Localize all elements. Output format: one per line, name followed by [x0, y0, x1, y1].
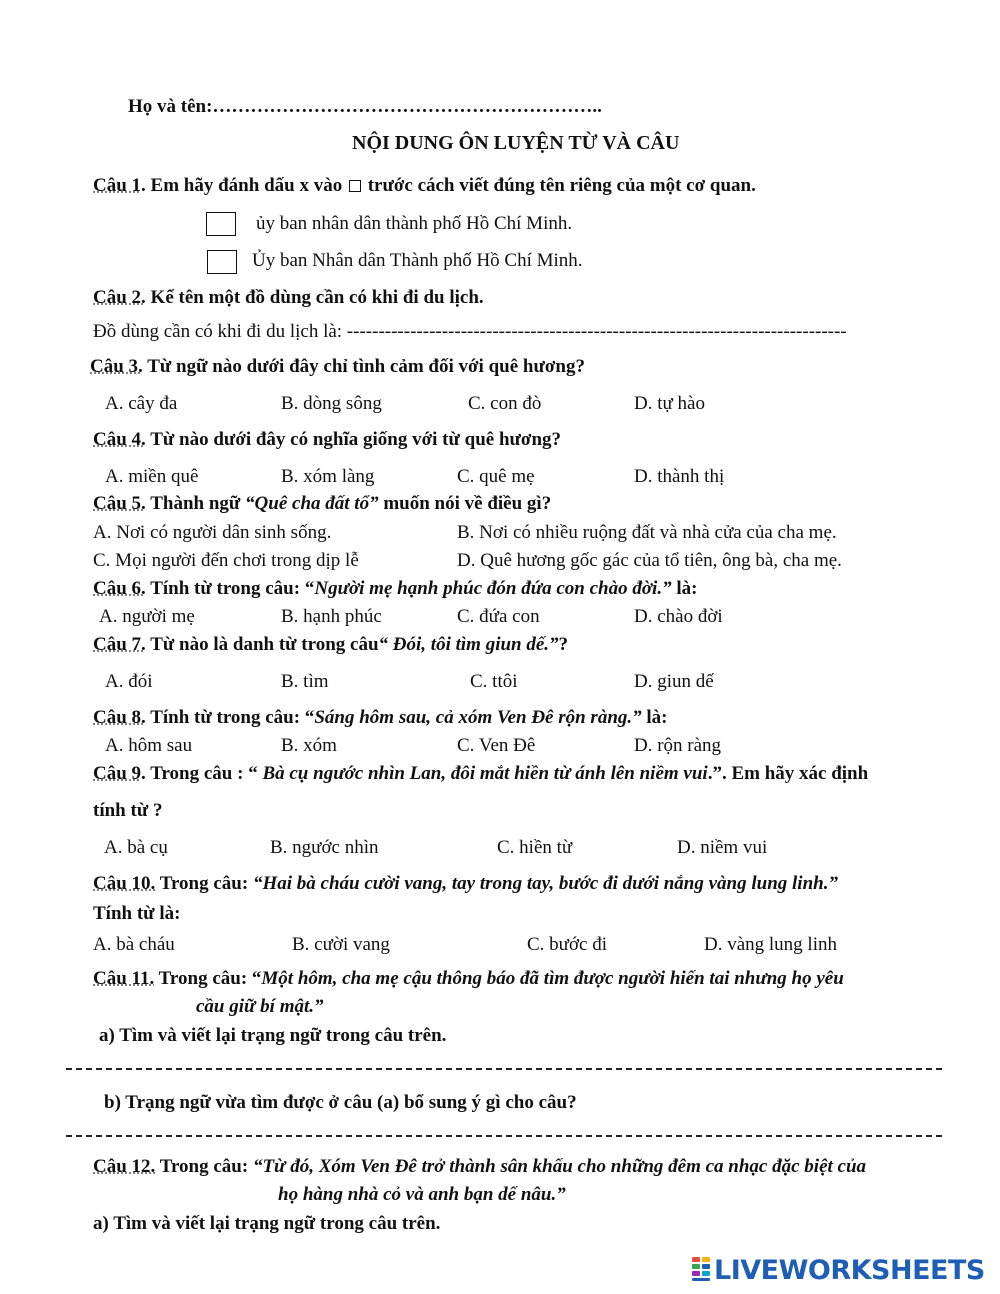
liveworksheets-logo-icon: [692, 1257, 712, 1283]
question-12-quote-line-2: họ hàng nhà cỏ và anh bạn dế nâu.”: [278, 1184, 566, 1205]
question-12-label: Câu 12.: [93, 1156, 156, 1177]
question-4-label: Câu 4.: [93, 429, 146, 450]
liveworksheets-logo[interactable]: [692, 1254, 985, 1286]
question-4-text: Từ nào dưới đây có nghĩa giống với từ quê hương?: [145, 429, 562, 450]
question-2-answer-line[interactable]: Đồ dùng cần có khi đi du lịch là: -------------------------------------------------------------------------------: [93, 321, 847, 342]
question-11-quote-line-2: cầu giữ bí mật.”: [196, 996, 324, 1017]
question-7-text-before: Từ nào là danh từ trong câu: [145, 634, 379, 655]
question-10-option-c[interactable]: C. bước đi: [527, 934, 607, 955]
question-12-quote-line-1: “Từ đó, Xóm Ven Đê trở thành sân khấu cho những đêm ca nhạc đặc biệt của: [252, 1156, 867, 1177]
question-2-label: Câu 2.: [93, 287, 146, 308]
question-2: [93, 286, 484, 310]
question-5-label: Câu 5.: [93, 493, 146, 514]
question-10-line-2: Tính từ là:: [93, 903, 181, 924]
question-3-text: Từ ngữ nào dưới đây chỉ tình cảm đối với quê hương?: [142, 356, 585, 377]
question-7-label: Câu 7.: [93, 634, 146, 655]
question-10-option-d[interactable]: D. vàng lung linh: [704, 934, 837, 955]
question-10: [93, 872, 838, 896]
question-7-option-a[interactable]: A. đói: [105, 671, 153, 692]
question-5-option-c[interactable]: C. Mọi người đến chơi trong dịp lễ: [93, 550, 359, 571]
question-9-quote: Bà cụ ngước nhìn Lan, đôi mắt hiền từ ánh lên niềm vui: [262, 763, 708, 784]
question-9-text-after: .”. Em hãy xác định: [707, 763, 869, 784]
question-7: [93, 633, 568, 657]
question-10-label: Câu 10.: [93, 873, 156, 894]
question-1-text-before: . Em hãy đánh dấu x vào: [141, 175, 343, 196]
question-9-option-d[interactable]: D. niềm vui: [677, 837, 768, 858]
question-7-option-d[interactable]: D. giun dế: [634, 671, 714, 692]
checkbox-symbol-icon: [349, 180, 361, 192]
question-8-quote: Sáng hôm sau, cả xóm Ven Đê rộn ràng.”: [314, 707, 642, 728]
question-5-option-b[interactable]: B. Nơi có nhiều ruộng đất và nhà cửa của cha mẹ.: [457, 522, 837, 543]
question-6-text-before: Tính từ trong câu: “: [145, 578, 315, 599]
question-8-option-c[interactable]: C. Ven Đê: [457, 735, 536, 756]
question-5-text-after: muốn nói về điều gì?: [378, 493, 552, 514]
question-1-option-2: Ủy ban Nhân dân Thành phố Hồ Chí Minh.: [252, 250, 583, 271]
question-6-label: Câu 6.: [93, 578, 146, 599]
question-5-quote: “Quê cha đất tổ”: [245, 493, 379, 514]
question-8-option-a[interactable]: A. hôm sau: [105, 735, 193, 756]
question-8: [93, 706, 668, 730]
question-3-label: Câu 3.: [90, 356, 143, 377]
question-5: [93, 492, 551, 516]
question-8-text-before: Tính từ trong câu: “: [145, 707, 315, 728]
question-6-option-a[interactable]: A. người mẹ: [99, 606, 195, 627]
question-11-text-before: Trong câu: “: [154, 968, 262, 989]
question-9-option-c[interactable]: C. hiền từ: [497, 837, 573, 858]
question-8-option-d[interactable]: D. rộn ràng: [634, 735, 722, 756]
question-4-option-d[interactable]: D. thành thị: [634, 466, 725, 487]
answer-line-11a[interactable]: [66, 1068, 942, 1070]
question-11: [93, 967, 844, 991]
question-6-option-b[interactable]: B. hạnh phúc: [281, 606, 382, 627]
question-10-quote: “Hai bà cháu cười vang, tay trong tay, bước đi dưới nắng vàng lung linh.”: [252, 873, 838, 894]
question-4: [93, 428, 561, 452]
question-8-option-b[interactable]: B. xóm: [281, 735, 337, 756]
question-6-option-d[interactable]: D. chào đời: [634, 606, 723, 627]
question-1: [93, 174, 756, 198]
question-3: [90, 355, 585, 379]
question-5-text-before: Thành ngữ: [145, 493, 246, 514]
question-6-quote: Người mẹ hạnh phúc đón đứa con chào đời.”: [314, 578, 672, 599]
question-3-option-b[interactable]: B. dòng sông: [281, 393, 382, 414]
question-2-text: Kể tên một đồ dùng cần có khi đi du lịch.: [145, 287, 484, 308]
question-4-option-c[interactable]: C. quê mẹ: [457, 466, 535, 487]
question-10-option-a[interactable]: A. bà cháu: [93, 934, 175, 955]
question-12: [93, 1155, 866, 1179]
question-9-label: Câu 9: [93, 763, 142, 784]
question-9-option-b[interactable]: B. ngước nhìn: [270, 837, 379, 858]
question-11-part-a: a) Tìm và viết lại trạng ngữ trong câu trên.: [99, 1025, 447, 1046]
question-4-option-a[interactable]: A. miền quê: [105, 466, 199, 487]
question-1-label: Câu 1: [93, 175, 142, 196]
question-11-part-b: b) Trạng ngữ vừa tìm được ở câu (a) bổ sung ý gì cho câu?: [104, 1092, 577, 1113]
question-9-line-2: tính từ ?: [93, 800, 163, 821]
question-10-option-b[interactable]: B. cười vang: [292, 934, 390, 955]
question-6: [93, 577, 697, 601]
question-5-option-a[interactable]: A. Nơi có người dân sinh sống.: [93, 522, 332, 543]
question-8-text-after: là:: [641, 707, 668, 728]
question-1-text-after: trước cách viết đúng tên riêng của một cơ quan.: [367, 175, 756, 196]
logo-text: LIVEWORKSHEETS: [714, 1254, 985, 1286]
question-3-option-c[interactable]: C. con đò: [468, 393, 542, 414]
question-7-quote: “ Đói, tôi tìm giun dế.”: [378, 634, 559, 655]
question-11-label: Câu 11.: [93, 968, 155, 989]
question-5-option-d[interactable]: D. Quê hương gốc gác của tổ tiên, ông bà, cha mẹ.: [457, 550, 842, 571]
name-field-label: Họ và tên:……………………………………………………..: [128, 96, 602, 117]
answer-line-11b[interactable]: [66, 1135, 942, 1137]
page-title: NỘI DUNG ÔN LUYỆN TỪ VÀ CÂU: [352, 132, 680, 154]
question-12-part-a: a) Tìm và viết lại trạng ngữ trong câu trên.: [93, 1213, 441, 1234]
option-checkbox-1[interactable]: [206, 212, 236, 236]
question-3-option-d[interactable]: D. tự hào: [634, 393, 705, 414]
question-12-text-before: Trong câu:: [155, 1156, 253, 1177]
question-1-option-1: ủy ban nhân dân thành phố Hồ Chí Minh.: [256, 213, 573, 234]
question-6-option-c[interactable]: C. đứa con: [457, 606, 540, 627]
question-9-text-before: . Trong câu : “: [141, 763, 263, 784]
question-3-option-a[interactable]: A. cây đa: [105, 393, 178, 414]
question-9: [93, 762, 868, 786]
question-7-text-after: ?: [558, 634, 569, 655]
question-10-text-before: Trong câu:: [155, 873, 253, 894]
question-7-option-b[interactable]: B. tìm: [281, 671, 329, 692]
question-4-option-b[interactable]: B. xóm làng: [281, 466, 375, 487]
question-7-option-c[interactable]: C. ttôi: [470, 671, 518, 692]
question-9-option-a[interactable]: A. bà cụ: [104, 837, 168, 858]
option-checkbox-2[interactable]: [207, 250, 237, 274]
question-11-quote-line-1: Một hôm, cha mẹ cậu thông báo đã tìm được người hiến tai nhưng họ yêu: [261, 968, 844, 989]
question-6-text-after: là:: [671, 578, 698, 599]
question-8-label: Câu 8.: [93, 707, 146, 728]
